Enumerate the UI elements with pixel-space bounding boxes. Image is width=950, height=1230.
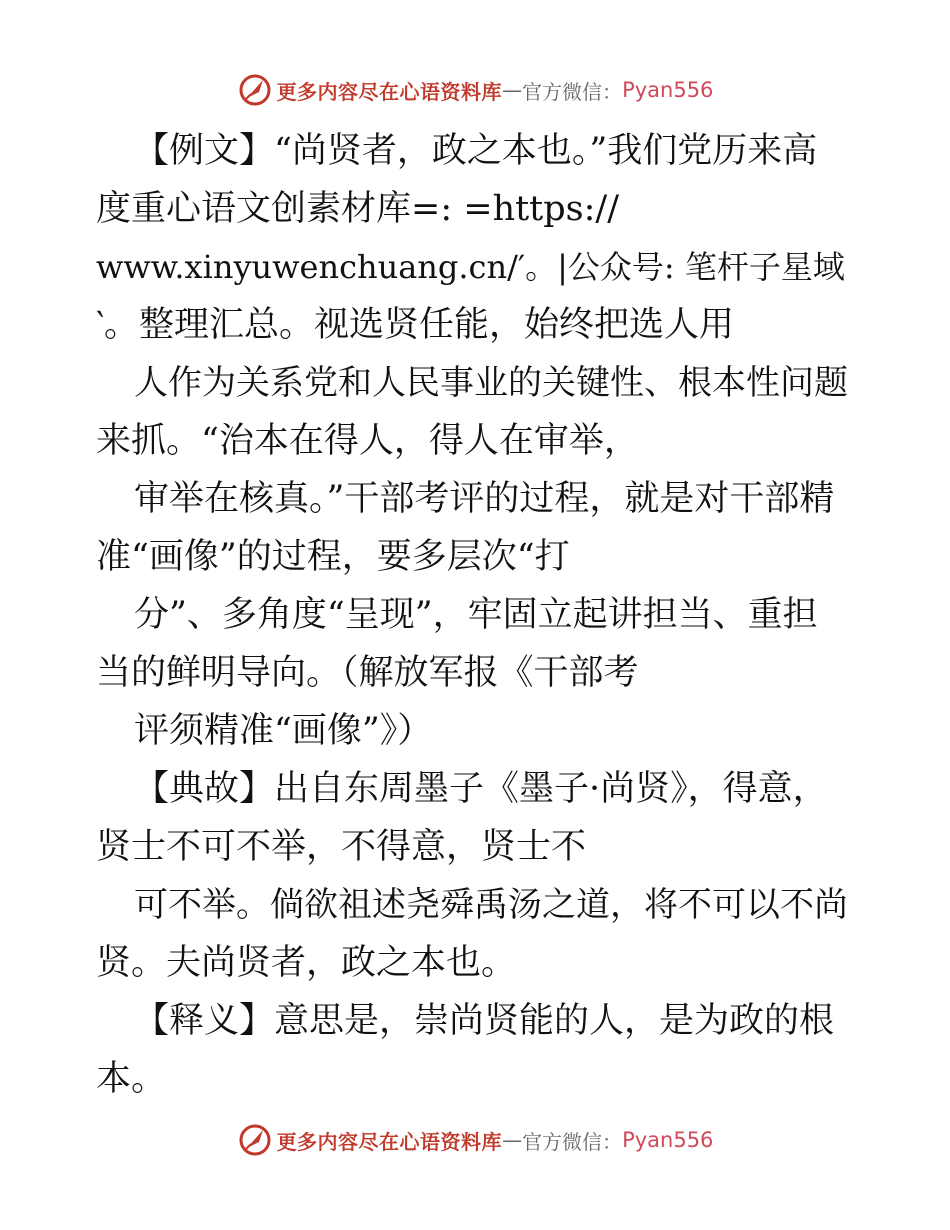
quill-logo-icon: [237, 72, 273, 108]
text-line: 本。: [96, 1059, 167, 1099]
banner-separator: —: [502, 1128, 523, 1152]
text-line: 人作为关系党和人民事业的关键性、根本性问题: [134, 363, 848, 403]
banner-contact-id: Pyan556: [622, 1128, 714, 1152]
document-body: [96, 122, 856, 1108]
banner-title: 更多内容尽在心语资料库: [276, 1129, 503, 1154]
text-line: 可不举。倘欲祖述尧舜禹汤之道，将不可以不尚: [134, 885, 848, 925]
text-line: 分”、多角度“呈现”，牢固立起讲担当、重担: [134, 595, 818, 635]
banner-separator: —: [502, 78, 523, 102]
text-line: www.xinyuwenchuang.cn/′。|公众号: 笔杆子星域: [96, 248, 845, 286]
text-line: 【典故】出自东周墨子《墨子·尚贤》，得意，: [134, 769, 828, 809]
text-line: 贤。夫尚贤者，政之本也。: [96, 943, 517, 983]
text-line: ‵。整理汇总。视选贤任能，始终把选人用: [96, 305, 734, 345]
banner-contact-label: 官方微信：: [522, 79, 623, 104]
banner-title: 更多内容尽在心语资料库: [276, 79, 503, 104]
footer-banner: [0, 1120, 950, 1160]
banner-contact-id: Pyan556: [622, 78, 714, 102]
text-line: 准“画像”的过程，要多层次“打: [96, 537, 570, 577]
text-line: 贤士不可不举，不得意，贤士不: [96, 827, 587, 867]
text-line: 来抓。“治本在得人，得人在审举，: [96, 421, 639, 461]
header-banner: [0, 70, 950, 110]
text-line: 审举在核真。”干部考评的过程，就是对干部精: [134, 479, 835, 519]
banner-contact-label: 官方微信：: [522, 1129, 623, 1154]
text-line: 评须精准“画像”》）: [134, 711, 433, 751]
text-line: 【例文】“尚贤者，政之本也。”我们党历来高: [134, 131, 818, 171]
text-line: 当的鲜明导向。（解放军报《干部考: [96, 653, 639, 693]
text-line: 【释义】意思是，崇尚贤能的人，是为政的根: [134, 1001, 835, 1041]
text-line: 度重心语文创素材库=: =https://: [96, 189, 619, 229]
quill-logo-icon: [237, 1122, 273, 1158]
